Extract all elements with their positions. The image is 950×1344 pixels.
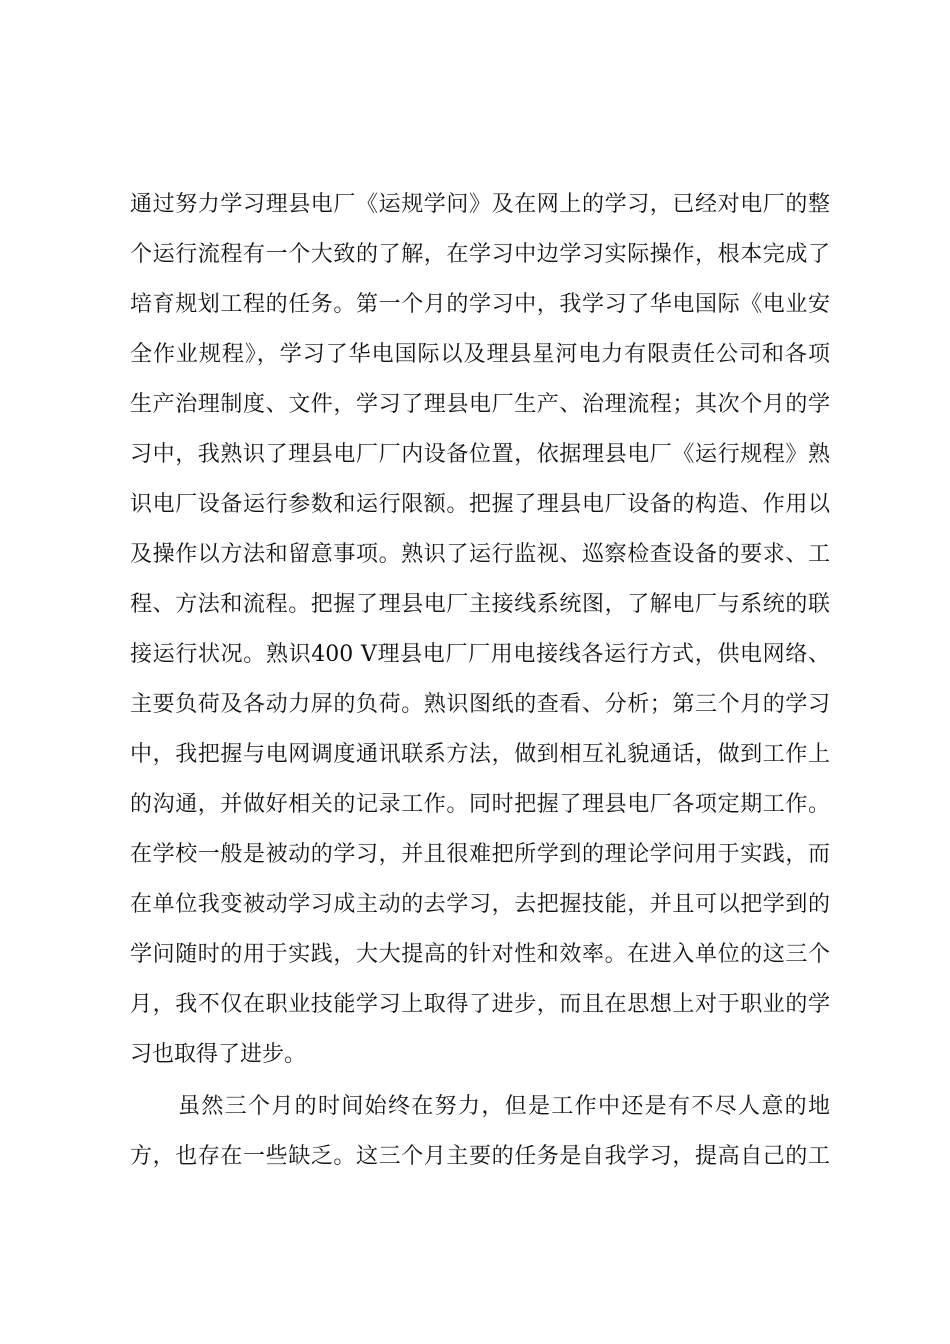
- text-line: 个运行流程有一个大致的了解，在学习中边学习实际操作，根本完成了: [130, 242, 830, 267]
- text-line: 在单位我变被动学习成主动的去学习，去把握技能，并且可以把学到的: [130, 892, 830, 917]
- text-line: 虽然三个月的时间始终在努力，但是工作中还是有不尽人意的地: [178, 1094, 830, 1119]
- text-line: 识电厂设备运行参数和运行限额。把握了理县电厂设备的构造、作用以: [130, 492, 830, 517]
- text-line: 培育规划工程的任务。第一个月的学习中，我学习了华电国际《电业安: [130, 292, 830, 317]
- text-line: 及操作以方法和留意事项。熟识了运行监视、巡察检查设备的要求、工: [130, 542, 830, 567]
- text-line: 全作业规程》，学习了华电国际以及理县星河电力有限责任公司和各项: [130, 342, 830, 367]
- text-line: 程、方法和流程。把握了理县电厂主接线系统图，了解电厂与系统的联: [130, 592, 830, 617]
- text-line: 在学校一般是被动的学习，并且很难把所学到的理论学问用于实践，而: [130, 842, 830, 867]
- text-line: 的沟通，并做好相关的记录工作。同时把握了理县电厂各项定期工作。: [130, 792, 830, 817]
- text-line: 月，我不仅在职业技能学习上取得了进步，而且在思想上对于职业的学: [130, 992, 830, 1017]
- text-line: 中，我把握与电网调度通讯联系方法，做到相互礼貌通话，做到工作上: [130, 742, 830, 767]
- text-line: 通过努力学习理县电厂《运规学问》及在网上的学习，已经对电厂的整: [130, 192, 830, 217]
- text-line: 方，也存在一些缺乏。这三个月主要的任务是自我学习，提高自己的工: [130, 1144, 830, 1169]
- text-line: 接运行状况。熟识400 V理县电厂厂用电接线各运行方式，供电网络、: [130, 642, 830, 667]
- text-line: 习中，我熟识了理县电厂厂内设备位置，依据理县电厂《运行规程》熟: [130, 442, 830, 467]
- text-line: 主要负荷及各动力屏的负荷。熟识图纸的查看、分析；第三个月的学习: [130, 692, 830, 717]
- text-line: 学问随时的用于实践，大大提高的针对性和效率。在进入单位的这三个: [130, 942, 830, 967]
- text-line: 生产治理制度、文件，学习了理县电厂生产、治理流程；其次个月的学: [130, 392, 830, 417]
- text-line: 习也取得了进步。: [130, 1042, 307, 1067]
